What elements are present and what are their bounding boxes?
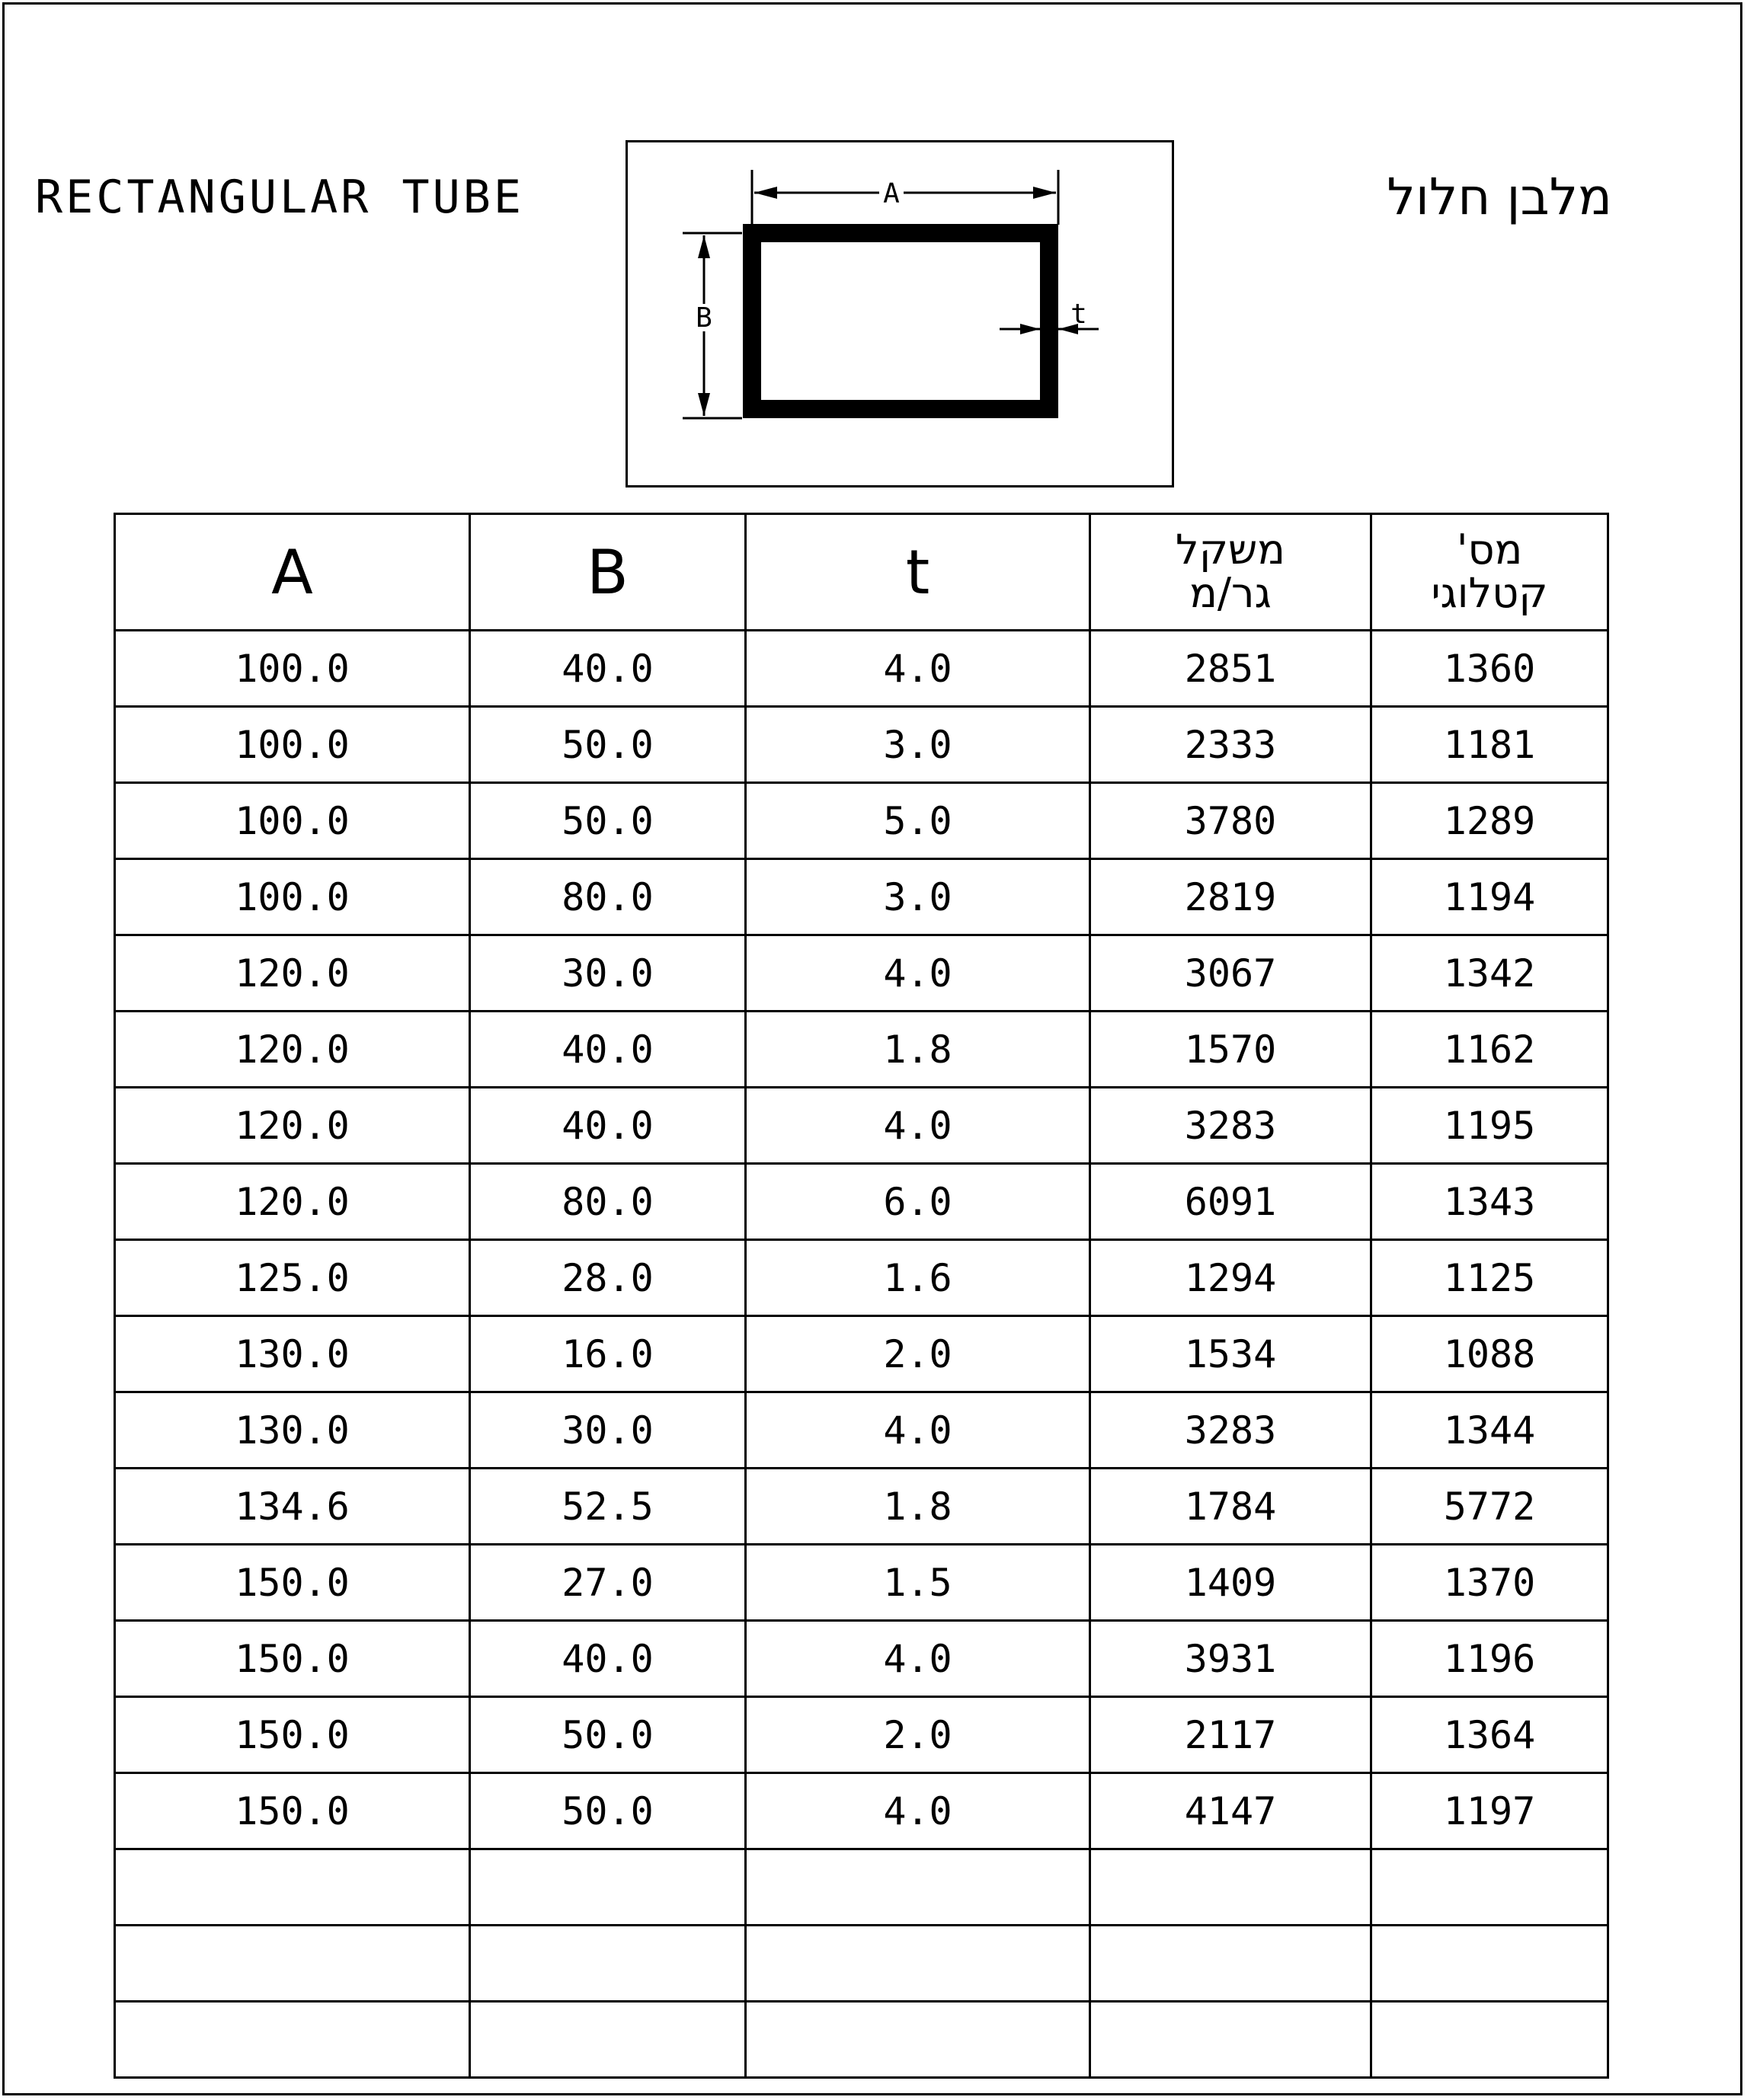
cell-catalog: 1197 xyxy=(1371,1773,1608,1849)
dim-b-arrow-bottom xyxy=(698,393,710,416)
table-row xyxy=(115,1697,1608,1773)
cell-t: 4.0 xyxy=(746,1392,1090,1469)
cell-b: 40.0 xyxy=(470,631,746,707)
table-row xyxy=(115,631,1608,707)
cell-t: 6.0 xyxy=(746,1164,1090,1240)
cell-a: 130.0 xyxy=(115,1392,470,1469)
cell-b: 40.0 xyxy=(470,1621,746,1697)
drawing-sheet xyxy=(2,2,1742,2095)
cell-weight: 3283 xyxy=(1090,1392,1371,1469)
cell-weight: 3283 xyxy=(1090,1088,1371,1164)
tube-cross-section-svg xyxy=(628,142,1172,485)
cell-a: 100.0 xyxy=(115,631,470,707)
header-a: A xyxy=(115,514,470,631)
cell-b: 40.0 xyxy=(470,1088,746,1164)
cell-t: 1.6 xyxy=(746,1240,1090,1316)
cell-weight xyxy=(1090,1849,1371,1926)
dimensions-table xyxy=(114,513,1609,2079)
table-row xyxy=(115,1392,1608,1469)
cell-t: 2.0 xyxy=(746,1697,1090,1773)
cell-catalog: 1364 xyxy=(1371,1697,1608,1773)
cell-a: 125.0 xyxy=(115,1240,470,1316)
cell-weight: 6091 xyxy=(1090,1164,1371,1240)
table-row xyxy=(115,1240,1608,1316)
cell-catalog xyxy=(1371,1849,1608,1926)
header-catalog: מס' קטלוגי xyxy=(1371,514,1608,631)
table-row xyxy=(115,1621,1608,1697)
cell-a: 120.0 xyxy=(115,1088,470,1164)
cell-b xyxy=(470,1849,746,1926)
cell-a: 100.0 xyxy=(115,783,470,859)
table-row xyxy=(115,1849,1608,1926)
dim-a-arrow-left xyxy=(754,187,777,199)
cell-a xyxy=(115,2002,470,2078)
table-row xyxy=(115,1773,1608,1849)
cell-a: 150.0 xyxy=(115,1697,470,1773)
cell-catalog: 5772 xyxy=(1371,1469,1608,1545)
table-row xyxy=(115,1469,1608,1545)
cell-b: 50.0 xyxy=(470,1773,746,1849)
cell-a xyxy=(115,1849,470,1926)
cell-catalog: 1196 xyxy=(1371,1621,1608,1697)
cell-weight: 3780 xyxy=(1090,783,1371,859)
cell-b: 50.0 xyxy=(470,783,746,859)
tube-profile xyxy=(752,233,1049,409)
cell-weight: 1570 xyxy=(1090,1012,1371,1088)
cell-b xyxy=(470,2002,746,2078)
cell-weight: 1784 xyxy=(1090,1469,1371,1545)
header-weight: משקל גר/מ xyxy=(1090,514,1371,631)
cross-section-diagram xyxy=(626,140,1174,487)
cell-b: 30.0 xyxy=(470,935,746,1012)
table-row xyxy=(115,1012,1608,1088)
cell-t: 4.0 xyxy=(746,631,1090,707)
cell-weight: 3067 xyxy=(1090,935,1371,1012)
cell-a: 150.0 xyxy=(115,1773,470,1849)
cell-catalog: 1181 xyxy=(1371,707,1608,783)
cell-catalog: 1088 xyxy=(1371,1316,1608,1392)
cell-catalog xyxy=(1371,1926,1608,2002)
cell-t: 4.0 xyxy=(746,1621,1090,1697)
cell-t xyxy=(746,1926,1090,2002)
cell-weight: 2851 xyxy=(1090,631,1371,707)
cell-a: 150.0 xyxy=(115,1621,470,1697)
cell-t: 3.0 xyxy=(746,859,1090,935)
dim-t-arrow-in xyxy=(1020,324,1040,334)
cell-weight: 2117 xyxy=(1090,1697,1371,1773)
dim-a-label: A xyxy=(883,178,900,209)
table-row xyxy=(115,859,1608,935)
header-b: B xyxy=(470,514,746,631)
cell-b: 27.0 xyxy=(470,1545,746,1621)
cell-t: 1.8 xyxy=(746,1469,1090,1545)
cell-weight: 1294 xyxy=(1090,1240,1371,1316)
cell-a: 120.0 xyxy=(115,1164,470,1240)
cell-catalog: 1370 xyxy=(1371,1545,1608,1621)
cell-catalog: 1342 xyxy=(1371,935,1608,1012)
dim-a-arrow-right xyxy=(1033,187,1056,199)
cell-a: 150.0 xyxy=(115,1545,470,1621)
cell-weight: 3931 xyxy=(1090,1621,1371,1697)
dim-b-label: B xyxy=(696,302,712,334)
cell-b: 16.0 xyxy=(470,1316,746,1392)
table-row xyxy=(115,707,1608,783)
table-row xyxy=(115,1088,1608,1164)
cell-b: 40.0 xyxy=(470,1012,746,1088)
cell-t xyxy=(746,1849,1090,1926)
table-row xyxy=(115,1926,1608,2002)
table-row xyxy=(115,783,1608,859)
cell-a: 120.0 xyxy=(115,935,470,1012)
title-hebrew: מלבן חלול xyxy=(1387,168,1612,226)
header-t: t xyxy=(746,514,1090,631)
dim-t-label: t xyxy=(1070,299,1087,330)
cell-catalog: 1289 xyxy=(1371,783,1608,859)
cell-t: 2.0 xyxy=(746,1316,1090,1392)
cell-weight: 1409 xyxy=(1090,1545,1371,1621)
table-row xyxy=(115,1164,1608,1240)
cell-catalog: 1360 xyxy=(1371,631,1608,707)
cell-t: 1.8 xyxy=(746,1012,1090,1088)
cell-t: 5.0 xyxy=(746,783,1090,859)
cell-a xyxy=(115,1926,470,2002)
table-row xyxy=(115,935,1608,1012)
cell-b: 80.0 xyxy=(470,1164,746,1240)
cell-t: 4.0 xyxy=(746,1773,1090,1849)
title-english: RECTANGULAR TUBE xyxy=(35,171,524,224)
cell-t: 1.5 xyxy=(746,1545,1090,1621)
cell-b: 28.0 xyxy=(470,1240,746,1316)
cell-weight: 1534 xyxy=(1090,1316,1371,1392)
cell-b: 30.0 xyxy=(470,1392,746,1469)
cell-a: 100.0 xyxy=(115,859,470,935)
cell-b: 50.0 xyxy=(470,1697,746,1773)
cell-b: 50.0 xyxy=(470,707,746,783)
cell-catalog: 1162 xyxy=(1371,1012,1608,1088)
cell-t: 3.0 xyxy=(746,707,1090,783)
cell-catalog: 1194 xyxy=(1371,859,1608,935)
dim-b-arrow-top xyxy=(698,235,710,258)
cell-weight: 4147 xyxy=(1090,1773,1371,1849)
cell-a: 100.0 xyxy=(115,707,470,783)
cell-a: 120.0 xyxy=(115,1012,470,1088)
cell-b: 52.5 xyxy=(470,1469,746,1545)
cell-weight: 2819 xyxy=(1090,859,1371,935)
cell-b xyxy=(470,1926,746,2002)
cell-catalog: 1344 xyxy=(1371,1392,1608,1469)
cell-catalog: 1343 xyxy=(1371,1164,1608,1240)
table-header-row xyxy=(115,514,1608,631)
cell-t: 4.0 xyxy=(746,1088,1090,1164)
cell-weight xyxy=(1090,2002,1371,2078)
table-row xyxy=(115,1316,1608,1392)
cell-t xyxy=(746,2002,1090,2078)
table-row xyxy=(115,1545,1608,1621)
cell-catalog: 1125 xyxy=(1371,1240,1608,1316)
table-row xyxy=(115,2002,1608,2078)
cell-t: 4.0 xyxy=(746,935,1090,1012)
cell-weight: 2333 xyxy=(1090,707,1371,783)
cell-a: 134.6 xyxy=(115,1469,470,1545)
cell-weight xyxy=(1090,1926,1371,2002)
cell-catalog xyxy=(1371,2002,1608,2078)
cell-b: 80.0 xyxy=(470,859,746,935)
cell-a: 130.0 xyxy=(115,1316,470,1392)
cell-catalog: 1195 xyxy=(1371,1088,1608,1164)
